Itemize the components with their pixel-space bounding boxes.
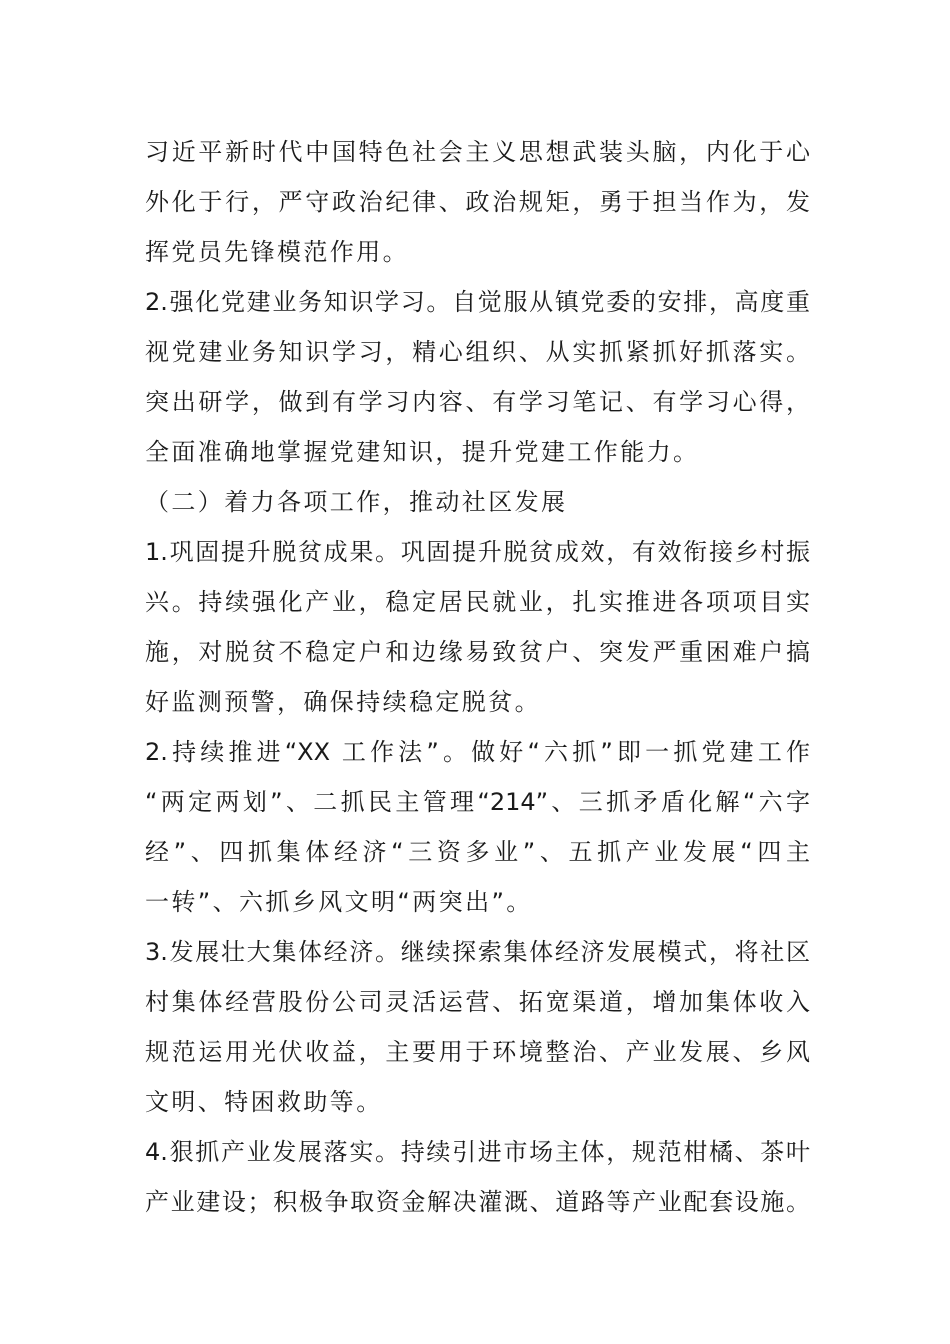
text-line: 挥党员先锋模范作用。 — [145, 238, 409, 266]
text-line: 2.强化党建业务知识学习。自觉服从镇党委的安排，高度重 — [145, 288, 810, 316]
text-line: 好监测预警，确保持续稳定脱贫。 — [145, 688, 541, 716]
text-line: 村集体经营股份公司灵活运营、拓宽渠道，增加集体收入 — [145, 988, 810, 1016]
text-line: “两定两划”、二抓民主管理“214”、三抓矛盾化解“六字 — [145, 788, 810, 816]
text-line: 兴。持续强化产业，稳定居民就业，扎实推进各项项目实 — [145, 588, 810, 616]
text-line: 规范运用光伏收益，主要用于环境整治、产业发展、乡风 — [145, 1038, 810, 1066]
text-line: 2.持续推进“XX 工作法”。做好“六抓”即一抓党建工作 — [145, 738, 810, 766]
text-line: 全面准确地掌握党建知识，提升党建工作能力。 — [145, 438, 700, 466]
text-line: 习近平新时代中国特色社会主义思想武装头脑，内化于心 — [145, 138, 810, 166]
text-line: 一转”、六抓乡风文明“两突出”。 — [145, 888, 533, 916]
text-line: 施，对脱贫不稳定户和边缘易致贫户、突发严重困难户搞 — [145, 638, 810, 666]
text-line: 产业建设；积极争取资金解决灌溉、道路等产业配套设施。 — [145, 1188, 810, 1216]
text-line: 文明、特困救助等。 — [145, 1088, 383, 1116]
text-line: 外化于行，严守政治纪律、政治规矩，勇于担当作为，发 — [145, 188, 810, 216]
text-line: 经”、四抓集体经济“三资多业”、五抓产业发展“四主 — [145, 838, 810, 866]
text-line: 突出研学，做到有学习内容、有学习笔记、有学习心得， — [145, 388, 810, 416]
text-line: 1.巩固提升脱贫成果。巩固提升脱贫成效，有效衔接乡村振 — [145, 538, 810, 566]
text-line: 4.狠抓产业发展落实。持续引进市场主体，规范柑橘、茶叶 — [145, 1138, 810, 1166]
section-heading: （二）着力各项工作，推动社区发展 — [145, 488, 568, 516]
text-line: 3.发展壮大集体经济。继续探索集体经济发展模式，将社区 — [145, 938, 810, 966]
text-line: 视党建业务知识学习，精心组织、从实抓紧抓好抓落实。 — [145, 338, 810, 366]
